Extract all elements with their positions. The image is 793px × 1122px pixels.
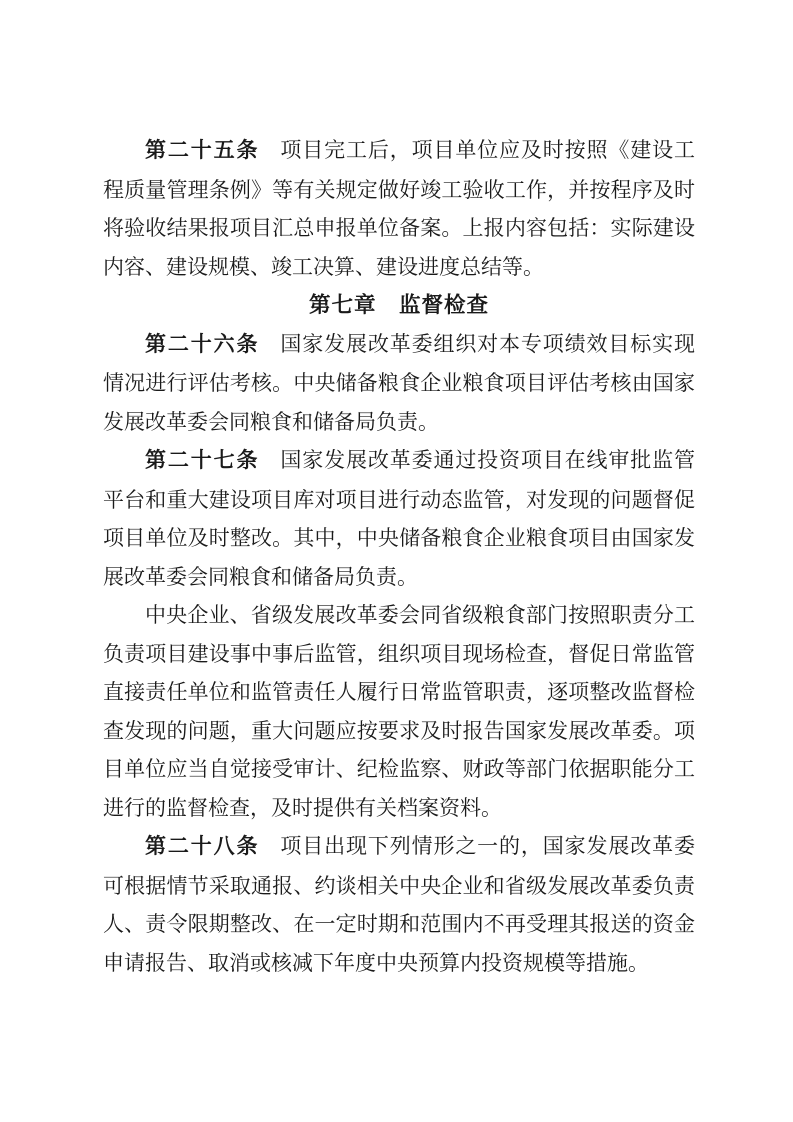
- article-26-text: 国家发展改革委组织对本专项绩效目标实现情况进行评估考核。中央储备粮食企业粮食项目评估考核由国家发展改革委会同粮食和储备局负责。: [103, 331, 696, 434]
- article-27-number: 第二十七条: [145, 449, 260, 472]
- article-25-number: 第二十五条: [145, 139, 260, 162]
- article-28-number: 第二十八条: [145, 835, 260, 858]
- document-body: [103, 131, 695, 982]
- article-26-paragraph: [103, 325, 695, 442]
- supervision-duties-text: 中央企业、省级发展改革委会同省级粮食部门按照职责分工负责项目建设事中事后监管，组织项目现场检查，督促日常监管直接责任单位和监管责任人履行日常监管职责，逐项整改监督检查发现的问题，重大问题应按要求及时报告国家发展改革委。项目单位应当自觉接受审计、纪检监察、财政等部门依据职能分工进行的监督检查，及时提供有关档案资料。: [103, 603, 695, 820]
- article-26-number: 第二十六条: [145, 332, 260, 356]
- article-27-paragraph: [103, 441, 695, 596]
- article-25-text: 项目完工后，项目单位应及时按照《建设工程质量管理条例》等有关规定做好竣工验收工作，并按程序及时将验收结果报项目汇总申报单位备案。上报内容包括：实际建设内容、建设规模、竣工决算、建设进度总结等。: [103, 138, 696, 279]
- article-28-paragraph: [103, 827, 695, 982]
- chapter-7-heading: [103, 286, 695, 325]
- chapter-7-heading-text: 第七章 监督检查: [308, 293, 489, 317]
- supervision-duties-paragraph: [103, 596, 695, 827]
- article-28-text: 项目出现下列情形之一的，国家发展改革委可根据情节采取通报、约谈相关中央企业和省级发展改革委负责人、责令限期整改、在一定时期和范围内不再受理其报送的资金申请报告、取消或核减下年度中央预算内投资规模等措施。: [103, 834, 696, 975]
- article-27-text: 国家发展改革委通过投资项目在线审批监管平台和重大建设项目库对项目进行动态监管，对发现的问题督促项目单位及时整改。其中，中央储备粮食企业粮食项目由国家发展改革委会同粮食和储备局负责。: [103, 448, 696, 589]
- article-25-paragraph: [103, 131, 695, 286]
